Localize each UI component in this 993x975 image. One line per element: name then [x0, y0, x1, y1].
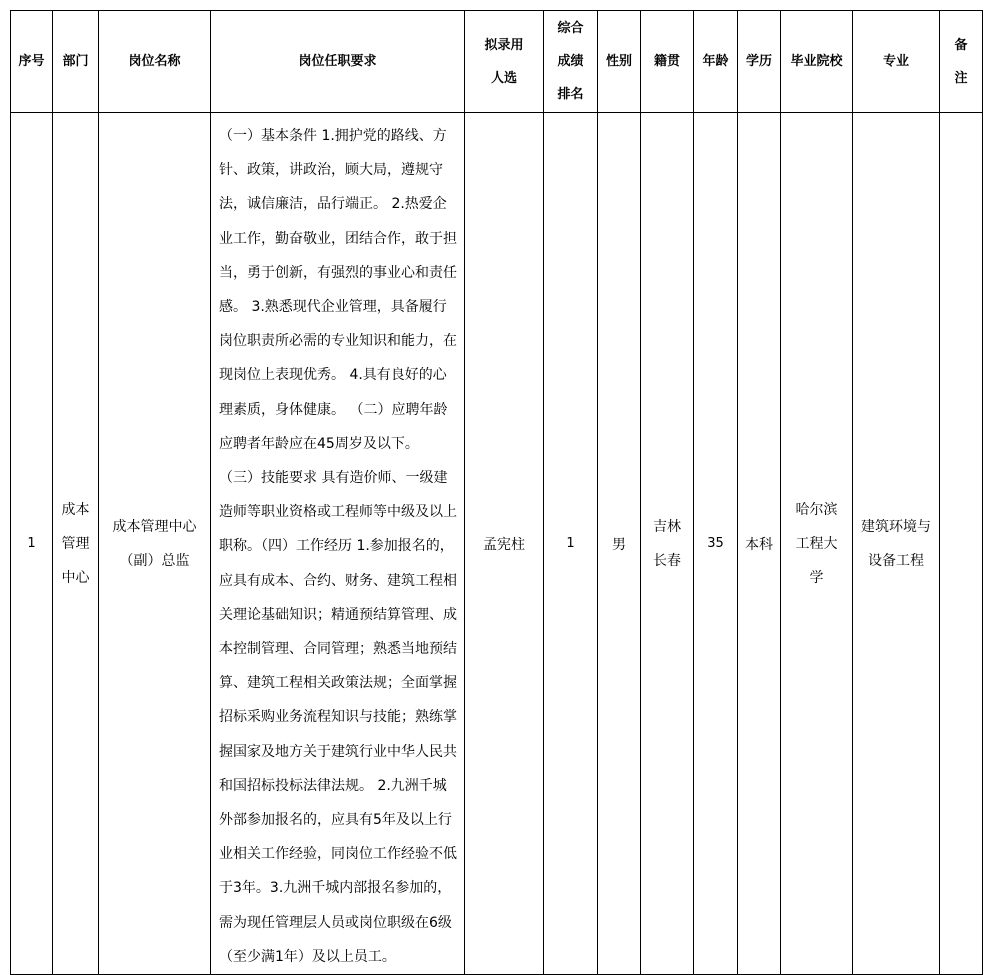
header-candidate: 拟录用人选 [465, 11, 544, 113]
cell-position: 成本管理中心（副）总监 [99, 113, 211, 975]
header-major: 专业 [853, 11, 940, 113]
recruitment-table [10, 10, 983, 975]
cell-gender: 男 [598, 113, 641, 975]
table-row [11, 113, 983, 975]
cell-education: 本科 [738, 113, 781, 975]
header-row [11, 11, 983, 113]
cell-seq: 1 [11, 113, 53, 975]
cell-candidate: 孟宪柱 [465, 113, 544, 975]
header-school: 毕业院校 [781, 11, 853, 113]
header-gender: 性别 [598, 11, 641, 113]
cell-remarks [940, 113, 983, 975]
cell-dept: 成本管理中心 [53, 113, 99, 975]
header-seq: 序号 [11, 11, 53, 113]
header-age: 年龄 [694, 11, 738, 113]
header-requirements: 岗位任职要求 [211, 11, 465, 113]
cell-requirements: （一）基本条件 1.拥护党的路线、方针、政策，讲政治，顾大局，遵规守法，诚信廉洁，品行端正。 2.热爱企业工作，勤奋敬业，团结合作，敢于担当，勇于创新，有强烈的事业心和责任感。 3.熟悉现代企业管理，具备履行岗位职责所必需的专业知识和能力，在现岗位上表现优秀。 4.具有良好的心理素质，身体健康。 （二）应聘年龄 应聘者年龄应在45周岁及以下。 （三）技能要求 具有造价师、一级建造师等职业资格或工程师等中级及以上职称。（四）工作经历 1.参加报名的，应具有成本、合约、财务、建筑工程相关理论基础知识；精通预结算管理、成本控制管理、合同管理；熟悉当地预结算、建筑工程相关政策法规；全面掌握招标采购业务流程知识与技能；熟练掌握国家及地方关于建筑行业中华人民共和国招标投标法律法规。 2.九洲千城外部参加报名的，应具有5年及以上行业相关工作经验，同岗位工作经验不低于3年。3.九洲千城内部报名参加的，需为现任管理层人员或岗位职级在6级（至少满1年）及以上员工。 [211, 113, 465, 975]
cell-ranking: 1 [544, 113, 598, 975]
cell-origin: 吉林长春 [641, 113, 694, 975]
cell-school: 哈尔滨工程大学 [781, 113, 853, 975]
cell-age: 35 [694, 113, 738, 975]
header-ranking: 综合成绩排名 [544, 11, 598, 113]
cell-major: 建筑环境与设备工程 [853, 113, 940, 975]
header-position: 岗位名称 [99, 11, 211, 113]
header-dept: 部门 [53, 11, 99, 113]
header-origin: 籍贯 [641, 11, 694, 113]
header-education: 学历 [738, 11, 781, 113]
header-remarks: 备注 [940, 11, 983, 113]
